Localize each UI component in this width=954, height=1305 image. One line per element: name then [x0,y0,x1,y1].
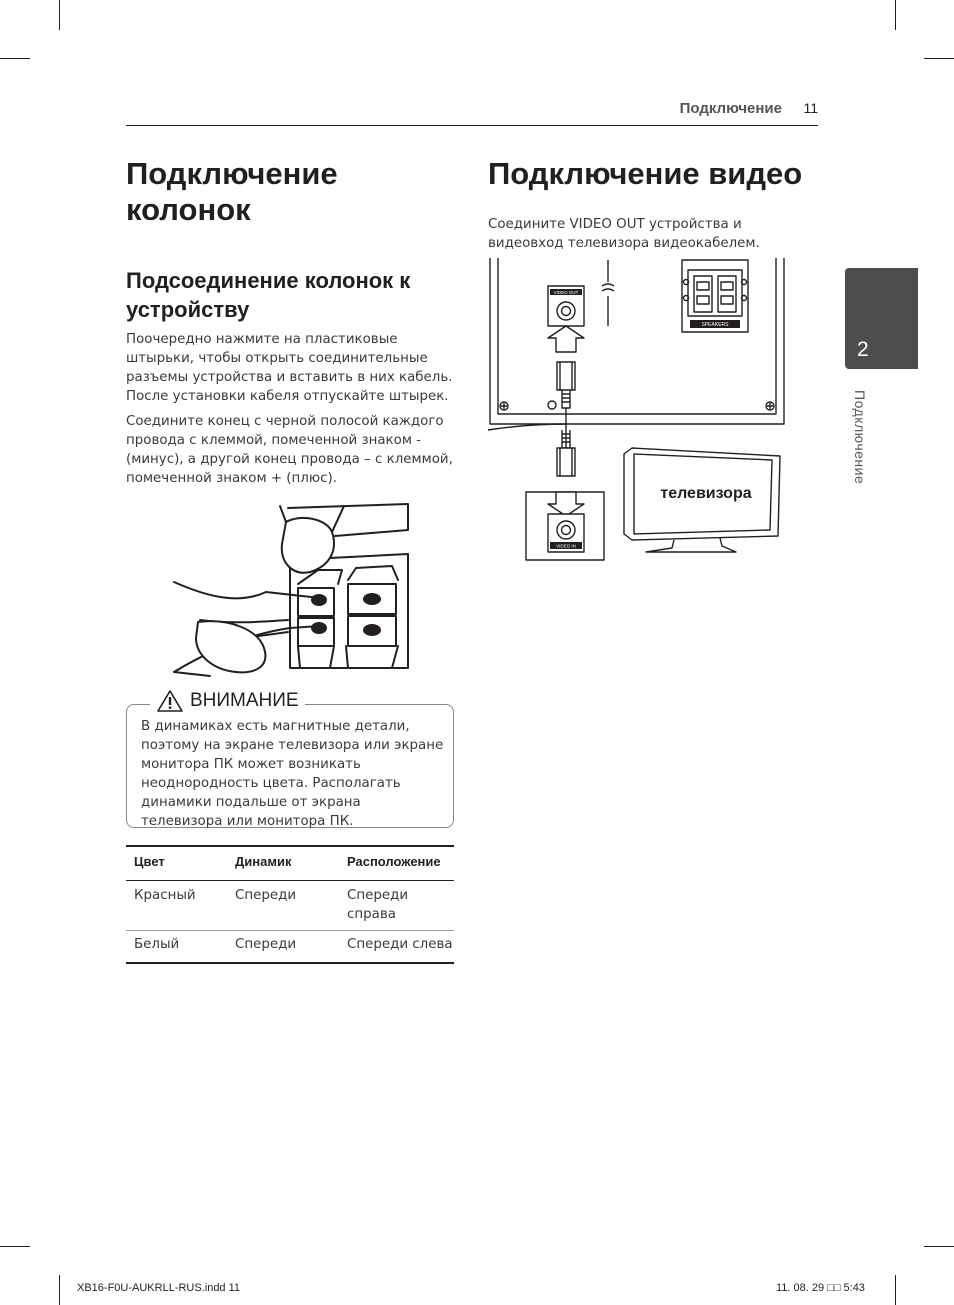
subsection-title: Подсоединение колонок к устройству [126,268,411,322]
video-connection-diagram [486,258,786,563]
table-header-position: Расположение [347,854,441,869]
table-rule [126,845,454,847]
paragraph-2: Соедините конец с черной полосой каждого провода с клеммой, помеченной знаком - (минус), а другой конец провода – с клеммой, помеченной знаком + (плюс). [126,414,453,486]
table-cell: Спереди [235,937,297,952]
caution-title [150,688,305,714]
table-cell: Спереди [235,888,297,903]
table-rule [126,880,454,881]
caution-label: ВНИМАНИЕ [190,690,299,711]
header-rule [126,125,818,126]
caution-text: В динамиках есть магнитные детали, поэтому на экране телевизора или экране монитора ПК может возникать неоднородность цвета. Располагать динамики подальше от экрана телевизора или монитора ПК. [141,719,444,829]
chapter-label: Подключение [852,390,868,485]
page-number: 11 [803,100,818,116]
table-header-speaker: Динамик [235,854,292,869]
section-title-speakers: Подключение колонок [126,156,338,227]
running-head [600,100,818,122]
crop-mark [59,0,60,30]
video-intro: Соедините VIDEO OUT устройства и видеовход телевизора видеокабелем. [488,217,760,251]
table-cell: Спереди слева [347,937,453,952]
table-rule [126,930,454,931]
crop-mark [59,1275,60,1305]
table-cell: Белый [134,937,180,952]
warning-icon [156,689,184,713]
crop-mark [0,58,30,59]
video-in-label: VIDEO IN [556,543,576,549]
table-cell: Красный [134,888,196,903]
table-cell: Спереди справа [347,888,409,922]
crop-mark [924,1246,954,1247]
tv-label: телевизора [660,485,752,502]
crop-mark [895,0,896,30]
chapter-number: 2 [857,338,869,361]
crop-mark [0,1246,30,1247]
table-header-color: Цвет [134,854,165,869]
crop-mark [924,58,954,59]
speakers-label: SPEAKERS [701,322,729,328]
paragraph-1: Поочередно нажмите на пластиковые штырьки, чтобы открыть соединительные разъемы устройства и вставить в них кабель. После установки кабеля отпускайте штырек. [126,332,453,404]
video-out-label: VIDEO OUT [553,290,579,295]
speaker-terminal-illustration [170,500,410,685]
running-head-section: Подключение [679,100,782,117]
chapter-tab [845,268,918,369]
section-title-video: Подключение видео [488,156,803,191]
crop-mark [895,1275,896,1305]
footer-filename: XB16-F0U-AUKRLL-RUS.indd 11 [77,1282,241,1294]
footer-date: 11. 08. 29 □□ 5:43 [776,1282,865,1294]
table-rule [126,962,454,964]
